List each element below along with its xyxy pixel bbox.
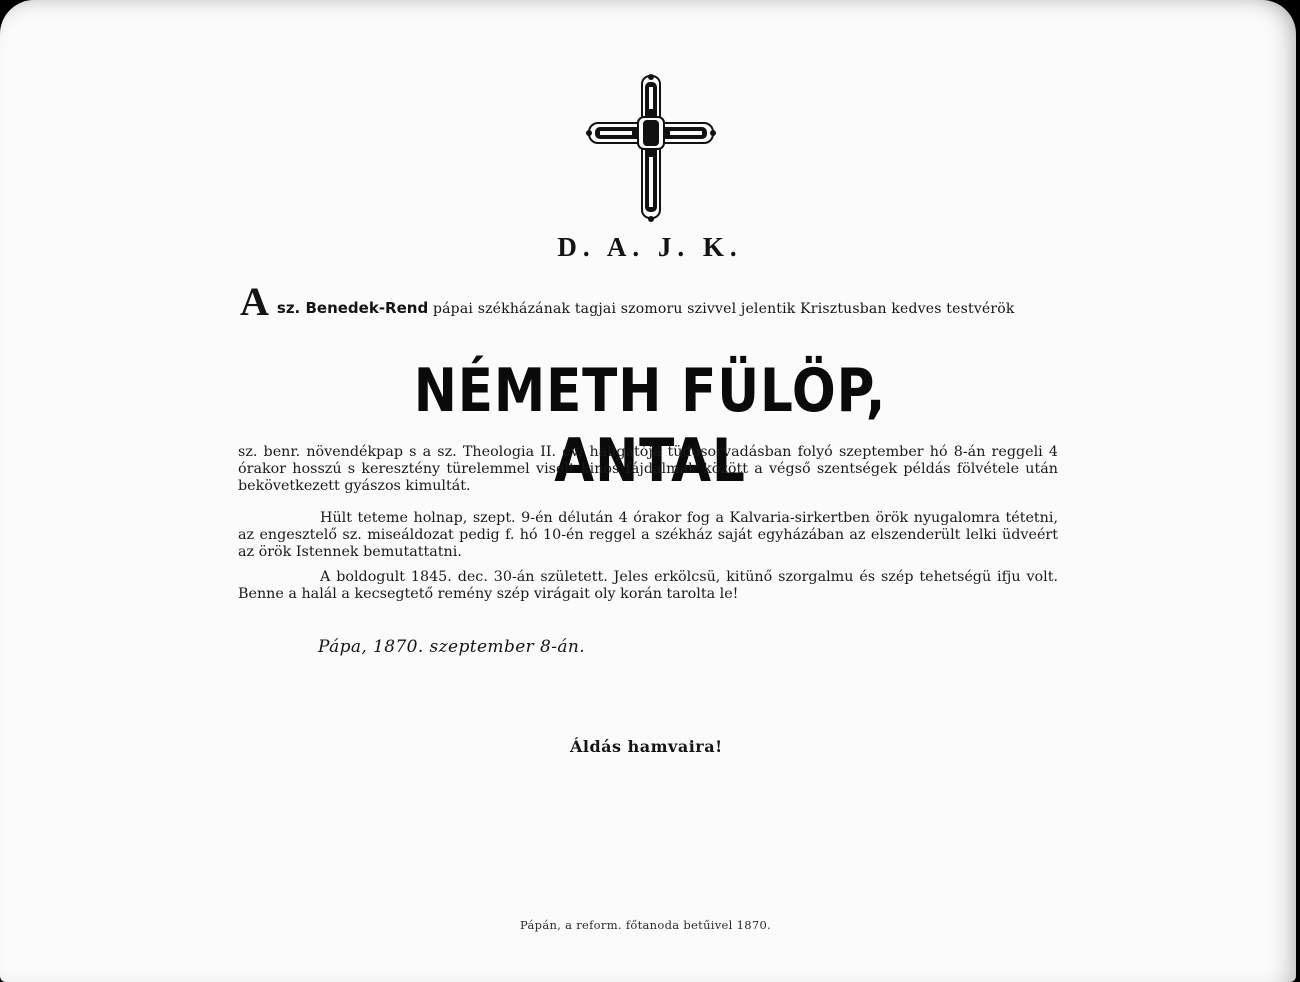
place-date: Pápa, 1870. szeptember 8-án. — [318, 637, 586, 657]
paragraph-biography: A boldogult 1845. dec. 30-án született. Jeles erkölcsü, kitünő szorgalmu és szép tehetségü ifju volt. Benne a halál a kecsegtető remény szép virágait oly korán tarolta le! — [238, 569, 1058, 602]
blessing: Áldás hamvaira! — [570, 737, 723, 756]
header-initials: D. A. J. K. — [557, 232, 743, 262]
intro-line — [240, 278, 1070, 325]
intro-text: pápai székházának tagjai szomoru szivvel jelentik Krisztusban kedves testvérök — [432, 301, 1015, 317]
paragraph-death-notice: sz. benr. növendékpap s a sz. Theologia II. évi hallgatója tüdősorvadásban folyó szeptember hó 8-án reggeli 4 órakor hosszú s keresztény türelemmel viselt kinos fájdalmak között a végső szentségek példás fölvétele után bekövetkezett gyászos kimultát. — [238, 444, 1058, 494]
intro-order: sz. Benedek-Rend — [276, 299, 429, 317]
deceased-name: NÉMETH FÜLÖP, ANTAL — [413, 356, 887, 496]
printer-imprint: Pápán, a reform. főtanoda betűivel 1870. — [520, 918, 772, 932]
ornamental-cross-icon — [586, 73, 716, 223]
intro-initial: A — [240, 279, 269, 324]
paragraph-funeral: Hült teteme holnap, szept. 9-én délután 4 órakor fog a Kalvaria-sirkertben örök nyugalomra tétetni, az engesztelő sz. miseáldozat pedig f. hó 10-én reggel a székház saját egyházában az elszenderült lelki üdveért az örök Istennek bemutattatni. — [238, 510, 1058, 560]
